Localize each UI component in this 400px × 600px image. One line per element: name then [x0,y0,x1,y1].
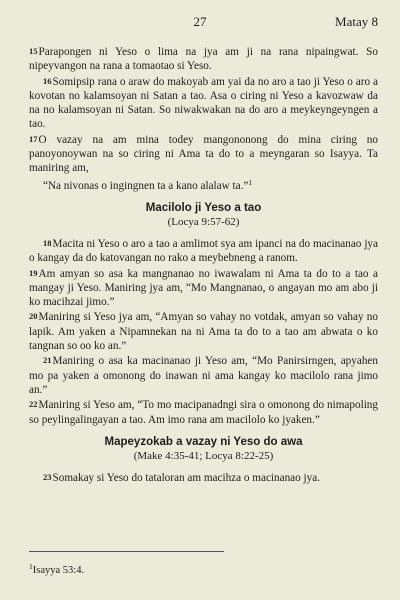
verse-number: 16 [43,75,52,86]
verse-text: Somakay si Yeso do tataloran am macihza o macinanao jya. [52,471,320,484]
verse-number: 20 [29,311,38,322]
verse-text: Parapongen ni Yeso o lima na jya am ji na rana nipaingwat. So nipeyvangon na rana a tomaotao si Yeso. [29,46,378,73]
verse-number: 15 [29,46,38,56]
scripture-quote [29,176,378,193]
verse-number: 18 [43,237,52,248]
page-body [29,44,378,485]
verse-text: Maniring si Yeso am, “To mo macipanadngi sira o omonong do nimapoling so peylingalingayan a tao. Am imo rana am macilolo ko jyaken.” [29,399,378,426]
verse-text: Maniring si Yeso jya am, “Amyan so vahay no votdak, amyan so vahay no lapik. Am yaken a Nipamnekan na ni Ama ta do to a tao am abwata o ko tangnan so oo ko an.” [29,311,378,353]
verse-text: O vazay na am mina todey mangononong do mina ciring no panoyonoywan na so ciring ni Ama ta do to a meyngaran so Isayya. Ta maniring am, [29,133,378,175]
footnote-mark: 1 [248,177,253,187]
verse-paragraph [29,132,378,176]
footnote [29,562,84,576]
footnote-mark: 1 [29,562,33,571]
quote-text: “Na nivonas o ingingnen ta a kano alalaw ta.” [43,179,249,192]
verse-number: 21 [43,355,52,366]
verse-paragraph [29,309,378,353]
section-heading: Macilolo ji Yeso a tao [145,201,262,214]
section-heading: Mapeyzokab a vazay ni Yeso do awa [104,435,303,448]
verse-text: Maniring o asa ka macinanao ji Yeso am, “Mo Panirsirngen, apyahen mo pa yaken a omonong do inawan ni ama kangay ko macilolo rana jimo an.” [29,355,378,396]
verse-text: Macita ni Yeso o aro a tao a amlimot sya am ipanci na do macinanao jya o kangay da do katovangan no rako a meybebneng a ranom. [29,237,378,265]
footnote-divider [29,551,224,552]
verse-paragraph [29,470,378,485]
verse-text: Am amyan so asa ka mangnanao no iwawalam ni Ama ta do to a tao a mangay ji Yeso. Maniring jya am, “Mo Mangnanao, o angayan mo am abo ji ko macihzai jimo.” [29,267,378,309]
verse-number: 23 [43,471,52,482]
verse-text: Somipsip rana o araw do makoyab am yai da no aro a tao ji Yeso o aro a kovotan no kalamsoyan ni Satan a tao. Asa o ciring ni Yeso a kavozwaw da na no kalamsoyan ni Satan. So niwakwakan na do aro a meykeyngeyngen a tao. [29,75,378,131]
verse-paragraph [29,266,378,310]
verse-number: 19 [29,267,38,278]
verse-number: 17 [29,133,38,144]
verse-number: 22 [29,399,38,410]
verse-paragraph [29,44,378,74]
page-number: 27 [193,14,207,29]
verse-paragraph [29,397,378,427]
section-reference: (Make 4:35-41; Locya 8:22-25) [133,449,274,462]
page-header [0,14,400,34]
verse-paragraph [29,353,378,397]
running-title: Matay 8 [335,14,378,29]
footnote-text: Isayya 53:4. [32,565,85,576]
verse-paragraph [29,74,378,132]
section-reference: (Locya 9:57-62) [167,215,240,228]
verse-paragraph [29,236,378,266]
